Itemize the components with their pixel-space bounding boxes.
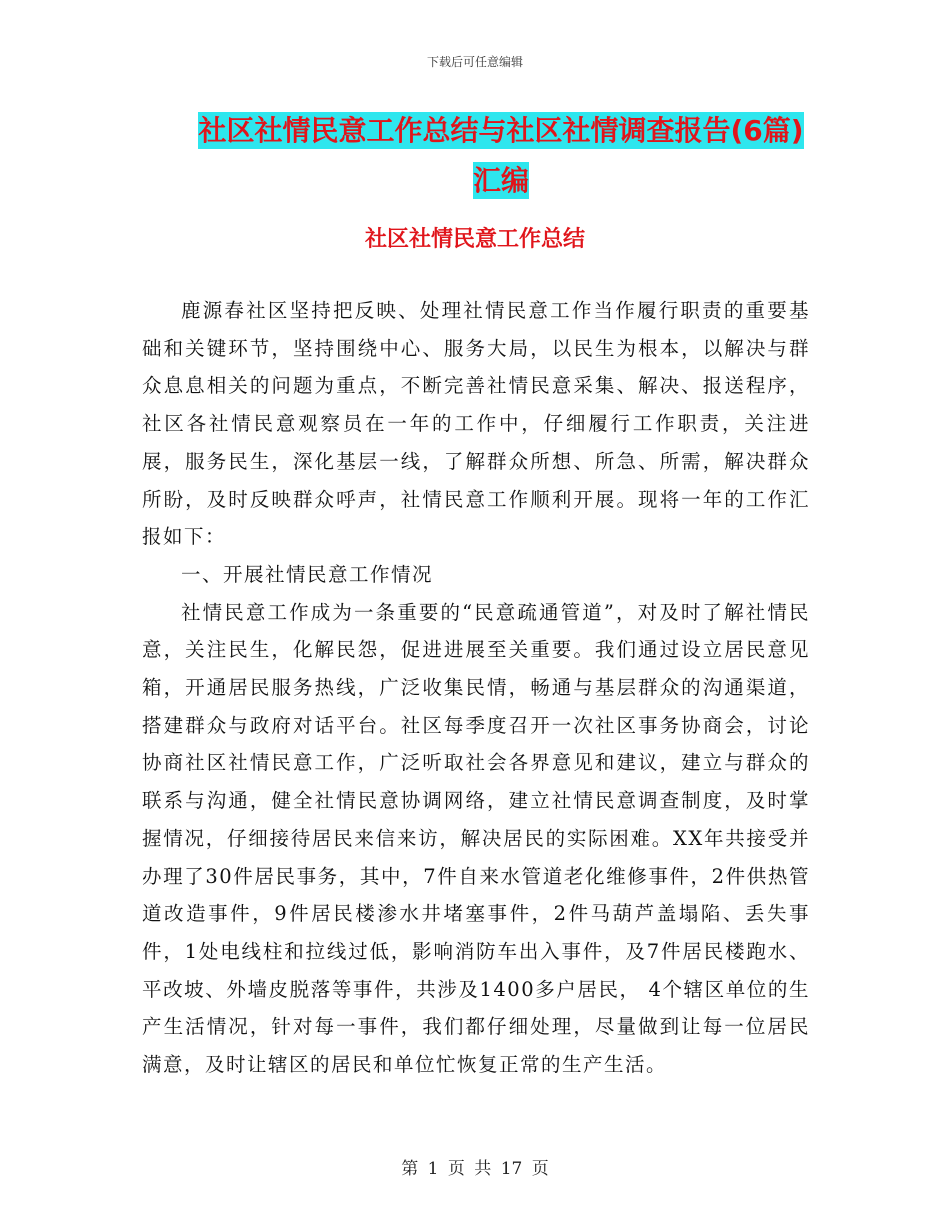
section-title: 社区社情民意工作总结 (364, 227, 585, 252)
paragraph-intro: 鹿源春社区坚持把反映、处理社情民意工作当作履行职责的重要基础和关键环节，坚持围绕中心、服务大局，以民生为根本，以解决与群众息息相关的问题为重点，不断完善社情民意采集、解决、报送程序，社区各社情民意观察员在一年的工作中，仔细履行工作职责，关注进展，服务民生，深化基层一线，了解群众所想、所急、所需，解决群众所盼，及时反映群众呼声，社情民意工作顺利开展。现将一年的工作汇报如下： (142, 299, 810, 549)
document-title (196, 106, 806, 206)
page-number-footer: 第 1 页 共 17 页 (401, 1159, 549, 1179)
document-title-text: 社区社情民意工作总结与社区社情调查报告(6篇)汇编 (198, 114, 804, 197)
download-editable-note: 下载后可任意编辑 (426, 55, 523, 69)
paragraph-heading-1: 一、开展社情民意工作情况 (181, 562, 434, 586)
document-body (142, 292, 810, 1084)
paragraph-work-details: 社情民意工作成为一条重要的“民意疏通管道”，对及时了解社情民意，关注民生，化解民怨，促进进展至关重要。我们通过设立居民意见箱，开通居民服务热线，广泛收集民情，畅通与基层群众的沟通渠道，搭建群众与政府对话平台。社区每季度召开一次社区事务协商会，讨论协商社区社情民意工作，广泛听取社会各界意见和建议，建立与群众的联系与沟通，健全社情民意协调网络，建立社情民意调查制度，及时掌握情况，仔细接待居民来信来访，解决居民的实际困难。XX年共接受并办理了30件居民事务，其中，7件自来水管道老化维修事件，2件供热管道改造事件，9件居民楼渗水井堵塞事件，2件马葫芦盖塌陷、丢失事件，1处电线柱和拉线过低，影响消防车出入事件，及7件居民楼跑水、平改坡、外墙皮脱落等事件，共涉及1400多户居民， 4个辖区单位的生产生活情况，针对每一事件，我们都仔细处理，尽量做到让每一位居民满意，及时让辖区的居民和单位忙恢复正常的生产生活。 (142, 600, 810, 1077)
